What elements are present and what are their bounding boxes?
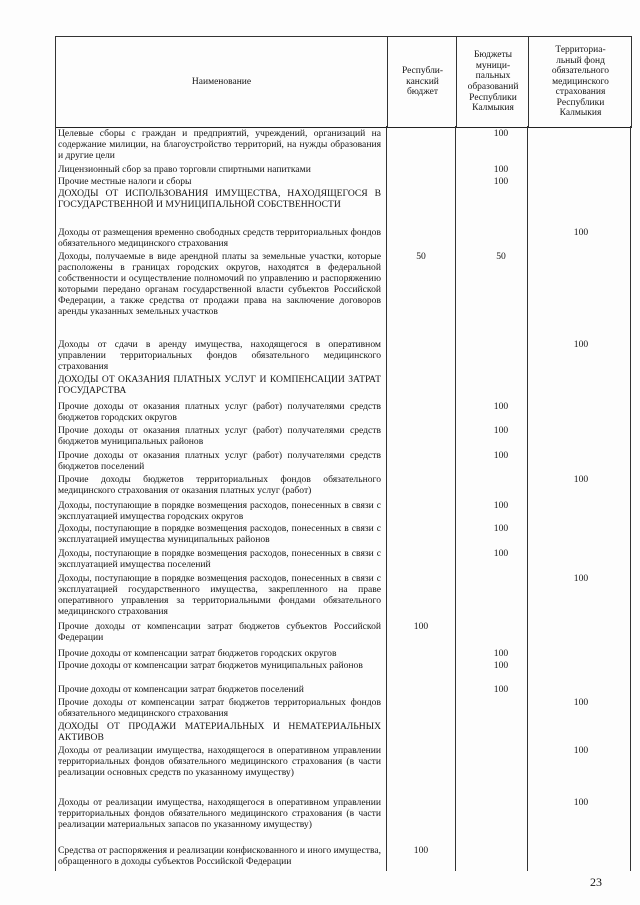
row-name: Доходы от реализации имущества, находящегося в оперативном управлении территориальных фондов обязательного медицинского страхования (в части реализации материальных запасов по указанному имуществу) (58, 797, 381, 831)
header-name: Наименование (191, 76, 252, 87)
municipal-value: 100 (493, 176, 509, 187)
row-name: Лицензионный сбор за право торговли спиртными напитками (58, 164, 311, 175)
row-name: Прочие доходы от оказания платных услуг (работ) получателями средств бюджетов поселений (58, 450, 381, 473)
row-name: Прочие доходы от оказания платных услуг (работ) получателями средств бюджетов городских округов (58, 401, 381, 424)
municipal-value: 100 (493, 401, 509, 412)
municipal-value: 100 (493, 548, 509, 559)
municipal-value: 100 (493, 648, 509, 659)
municipal-value: 100 (493, 500, 509, 511)
fund-value: 100 (573, 474, 589, 485)
section-heading: ДОХОДЫ ОТ ИСПОЛЬЗОВАНИЯ ИМУЩЕСТВА, НАХОДЯЩЕГОСЯ В ГОСУДАРСТВЕННОЙ И МУНИЦИПАЛЬНОЙ СОБСТВЕННОСТИ (58, 188, 381, 211)
divider-left (55, 126, 56, 871)
municipal-value: 100 (493, 450, 509, 461)
fund-value: 100 (573, 573, 589, 584)
republic-value: 100 (413, 845, 429, 856)
fund-value: 100 (573, 227, 589, 238)
row-name: Доходы от размещения временно свободных средств территориальных фондов обязательного медицинского страхования (58, 227, 381, 250)
table-header (55, 36, 632, 128)
page-number: 23 (590, 875, 602, 889)
municipal-value: 100 (493, 425, 509, 436)
divider-right (630, 126, 631, 871)
row-name: Прочие доходы от компенсации затрат бюджетов городских округов (58, 648, 337, 659)
row-name: Доходы, поступающие в порядке возмещения расходов, понесенных в связи с эксплуатацией имущества городских округов (58, 500, 381, 523)
row-name: Прочие местные налоги и сборы (58, 176, 192, 187)
fund-value: 100 (573, 745, 589, 756)
row-name: Доходы, поступающие в порядке возмещения расходов, понесенных в связи с эксплуатацией имущества муниципальных районов (58, 523, 381, 546)
row-name: Доходы, получаемые в виде арендной платы за земельные участки, которые расположены в границах городских округов, находятся в федеральной собственности и осуществление полномочий по управлению и распоряжению которыми передано органам государственной власти субъектов Российской Федерации, а также средства от продажи права на заключение договоров аренды указанных земельных участков (58, 251, 381, 318)
divider-republic (386, 126, 387, 871)
municipal-value: 100 (493, 128, 509, 139)
section-heading: ДОХОДЫ ОТ ОКАЗАНИЯ ПЛАТНЫХ УСЛУГ И КОМПЕНСАЦИИ ЗАТРАТ ГОСУДАРСТВА (58, 374, 381, 397)
row-name: Доходы, поступающие в порядке возмещения расходов, понесенных в связи с эксплуатацией имущества поселений (58, 548, 381, 571)
republic-value: 50 (416, 251, 426, 262)
row-name: Прочие доходы бюджетов территориальных фондов обязательного медицинского страхования от оказания платных услуг (работ) (58, 474, 381, 497)
municipal-value: 100 (493, 684, 509, 695)
row-name: Прочие доходы от оказания платных услуг (работ) получателями средств бюджетов муниципальных районов (58, 425, 381, 448)
fund-value: 100 (573, 797, 589, 808)
municipal-value: 100 (493, 660, 509, 671)
row-name: Доходы от реализации имущества, находящегося в оперативном управлении территориальных фондов обязательного медицинского страхования (в части реализации основных средств по указанному имуществу) (58, 745, 381, 779)
fund-value: 100 (573, 697, 589, 708)
divider-municipal (455, 126, 456, 871)
municipal-value: 50 (496, 251, 506, 262)
row-name: Доходы от сдачи в аренду имущества, находящегося в оперативном управлении территориальных фондов обязательного медицинского страхования (58, 339, 381, 373)
row-name: Целевые сборы с граждан и предприятий, учреждений, организаций на содержание милиции, на благоустройство территорий, на нужды образования и другие цели (58, 128, 381, 162)
row-name: Доходы, поступающие в порядке возмещения расходов, понесенных в связи с эксплуатацией государственного имущества, закрепленного на праве оперативного управления за территориальными фондами обязательного медицинского страхования (58, 573, 381, 618)
fund-value: 100 (573, 339, 589, 350)
row-name: Прочие доходы от компенсации затрат бюджетов муниципальных районов (58, 660, 363, 671)
row-name: Прочие доходы от компенсации затрат бюджетов территориальных фондов обязательного медицинского страхования (58, 697, 381, 720)
header-municipal-budgets: Бюджеты муници- пальных образований Республики Калмыкия (456, 37, 529, 127)
row-name: Прочие доходы от компенсации затрат бюджетов поселений (58, 684, 304, 695)
row-name: Прочие доходы от компенсации затрат бюджетов субъектов Российской Федерации (58, 621, 381, 644)
municipal-value: 100 (493, 523, 509, 534)
divider-fund (527, 126, 528, 871)
republic-value: 100 (413, 621, 429, 632)
municipal-value: 100 (493, 164, 509, 175)
header-republic-budget: Республи- канский бюджет (387, 37, 457, 127)
row-name: Средства от распоряжения и реализации конфискованного и иного имущества, обращенного в доходы субъектов Российской Федерации (58, 845, 381, 868)
section-heading: ДОХОДЫ ОТ ПРОДАЖИ МАТЕРИАЛЬНЫХ И НЕМАТЕРИАЛЬНЫХ АКТИВОВ (58, 721, 381, 744)
header-territorial-fund: Территориа- льный фонд обязательного медицинского страхования Республики Калмыкия (528, 37, 632, 127)
